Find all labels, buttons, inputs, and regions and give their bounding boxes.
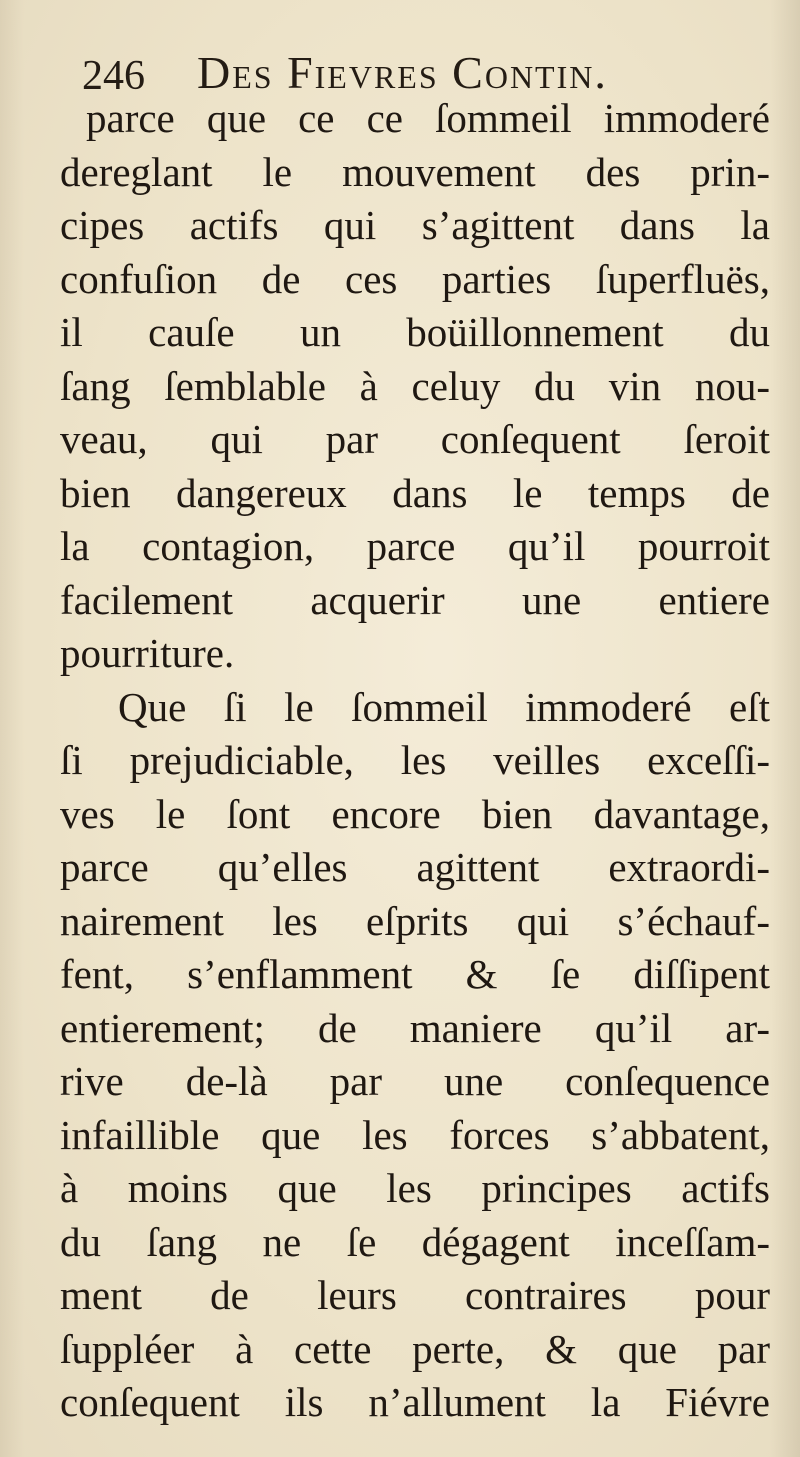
text-line: fent, s’enflamment & ſe diſſipent: [60, 951, 770, 997]
text-line: entierement; de maniere qu’il ar-: [60, 1004, 770, 1051]
text-line: du ſang ne ſe dégagent inceſſam-: [60, 1218, 770, 1265]
text-line: veau, qui par conſequent ſeroit: [60, 416, 770, 462]
text-line: ſi prejudiciable, les veilles exceſſi-: [60, 737, 770, 783]
text-line: rive de-là par une conſequence: [60, 1058, 770, 1104]
body-text: [50, 92, 770, 1430]
page-number: 246: [82, 53, 145, 99]
text-line: infaillible que les forces s’abbatent,: [60, 1111, 770, 1158]
text-line: ment de leurs contraires pour: [60, 1272, 770, 1318]
text-line: parce que ce ce ſommeil immoderé: [86, 95, 770, 141]
text-line: parce qu’elles agittent extraordi-: [60, 844, 770, 890]
text-line: dereglant le mouvement des prin-: [60, 148, 770, 195]
text-line: conſequent ils n’allument la Fiévre: [60, 1379, 770, 1425]
text-line: facilement acquerir une entiere: [60, 576, 770, 623]
page-edge-shadow: [770, 0, 800, 1457]
text-line: confuſion de ces parties ſuperfluës,: [60, 255, 770, 302]
text-line: Que ſi le ſommeil immoderé eſt: [118, 683, 770, 730]
text-line: cipes actifs qui s’agittent dans la: [60, 202, 770, 248]
text-line: ſang ſemblable à celuy du vin nou-: [60, 362, 770, 409]
text-line: ſuppléer à cette perte, & que par: [60, 1325, 770, 1372]
text-line: ves le ſont encore bien davantage,: [60, 790, 770, 837]
text-line: il cauſe un boüillonnement du: [60, 309, 770, 355]
text-line: la contagion, parce qu’il pourroit: [60, 523, 770, 569]
text-line: pourriture.: [60, 630, 235, 676]
text-line: à moins que les principes actifs: [60, 1165, 770, 1211]
text-line: nairement les eſprits qui s’échauf-: [60, 897, 770, 944]
running-title: Des Fievres Contin.: [197, 47, 608, 98]
text-line: bien dangereux dans le temps de: [60, 469, 770, 516]
